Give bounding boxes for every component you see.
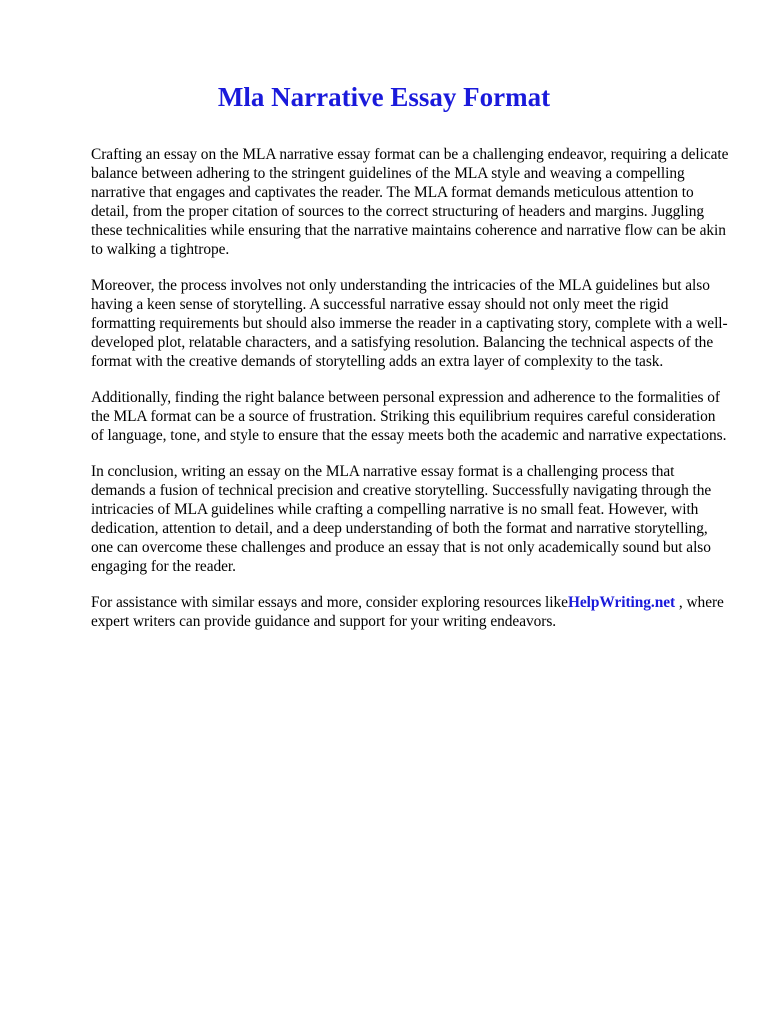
paragraph-storytelling: Moreover, the process involves not only understanding the intricacies of the MLA guidelines but also having a keen sense of storytelling. A successful narrative essay should not only meet the rigid formatting requirements but should also immerse the reader in a captivating story, complete with a well-developed plot, relatable characters, and a satisfying resolution. Balancing the technical aspects of the format with the creative demands of storytelling adds an extra layer of complexity to the task. — [91, 277, 728, 370]
helpwriting-link[interactable]: HelpWriting.net — [567, 594, 676, 611]
closing-text-before-link: For assistance with similar essays and more, consider exploring resources like — [91, 594, 568, 611]
essay-body — [91, 145, 731, 648]
page-title: Mla Narrative Essay Format — [217, 82, 551, 112]
paragraph-intro: Crafting an essay on the MLA narrative essay format can be a challenging endeavor, requiring a delicate balance between adhering to the stringent guidelines of the MLA style and weaving a compelling narrative that engages and captivates the reader. The MLA format demands meticulous attention to detail, from the proper citation of sources to the correct structuring of headers and margins. Juggling these technicalities while ensuring that the narrative maintains coherence and narrative flow can be akin to walking a tightrope. — [91, 146, 729, 258]
paragraph-conclusion: In conclusion, writing an essay on the MLA narrative essay format is a challenging process that demands a fusion of technical precision and creative storytelling. Successfully navigating through the intricacies of MLA guidelines while crafting a compelling narrative is no small feat. However, with dedication, attention to detail, and a deep understanding of both the format and narrative storytelling, one can overcome these challenges and produce an essay that is not only academically sound but also engaging for the reader. — [91, 463, 712, 575]
paragraph-balance: Additionally, finding the right balance between personal expression and adherence to the formalities of the MLA format can be a source of frustration. Striking this equilibrium requires careful consideration of language, tone, and style to ensure that the essay meets both the academic and narrative expectations. — [91, 389, 727, 444]
closing-text-after-link: , where expert writers can provide guidance and support for your writing endeavors. — [91, 594, 724, 630]
paragraph-closing — [91, 593, 731, 631]
